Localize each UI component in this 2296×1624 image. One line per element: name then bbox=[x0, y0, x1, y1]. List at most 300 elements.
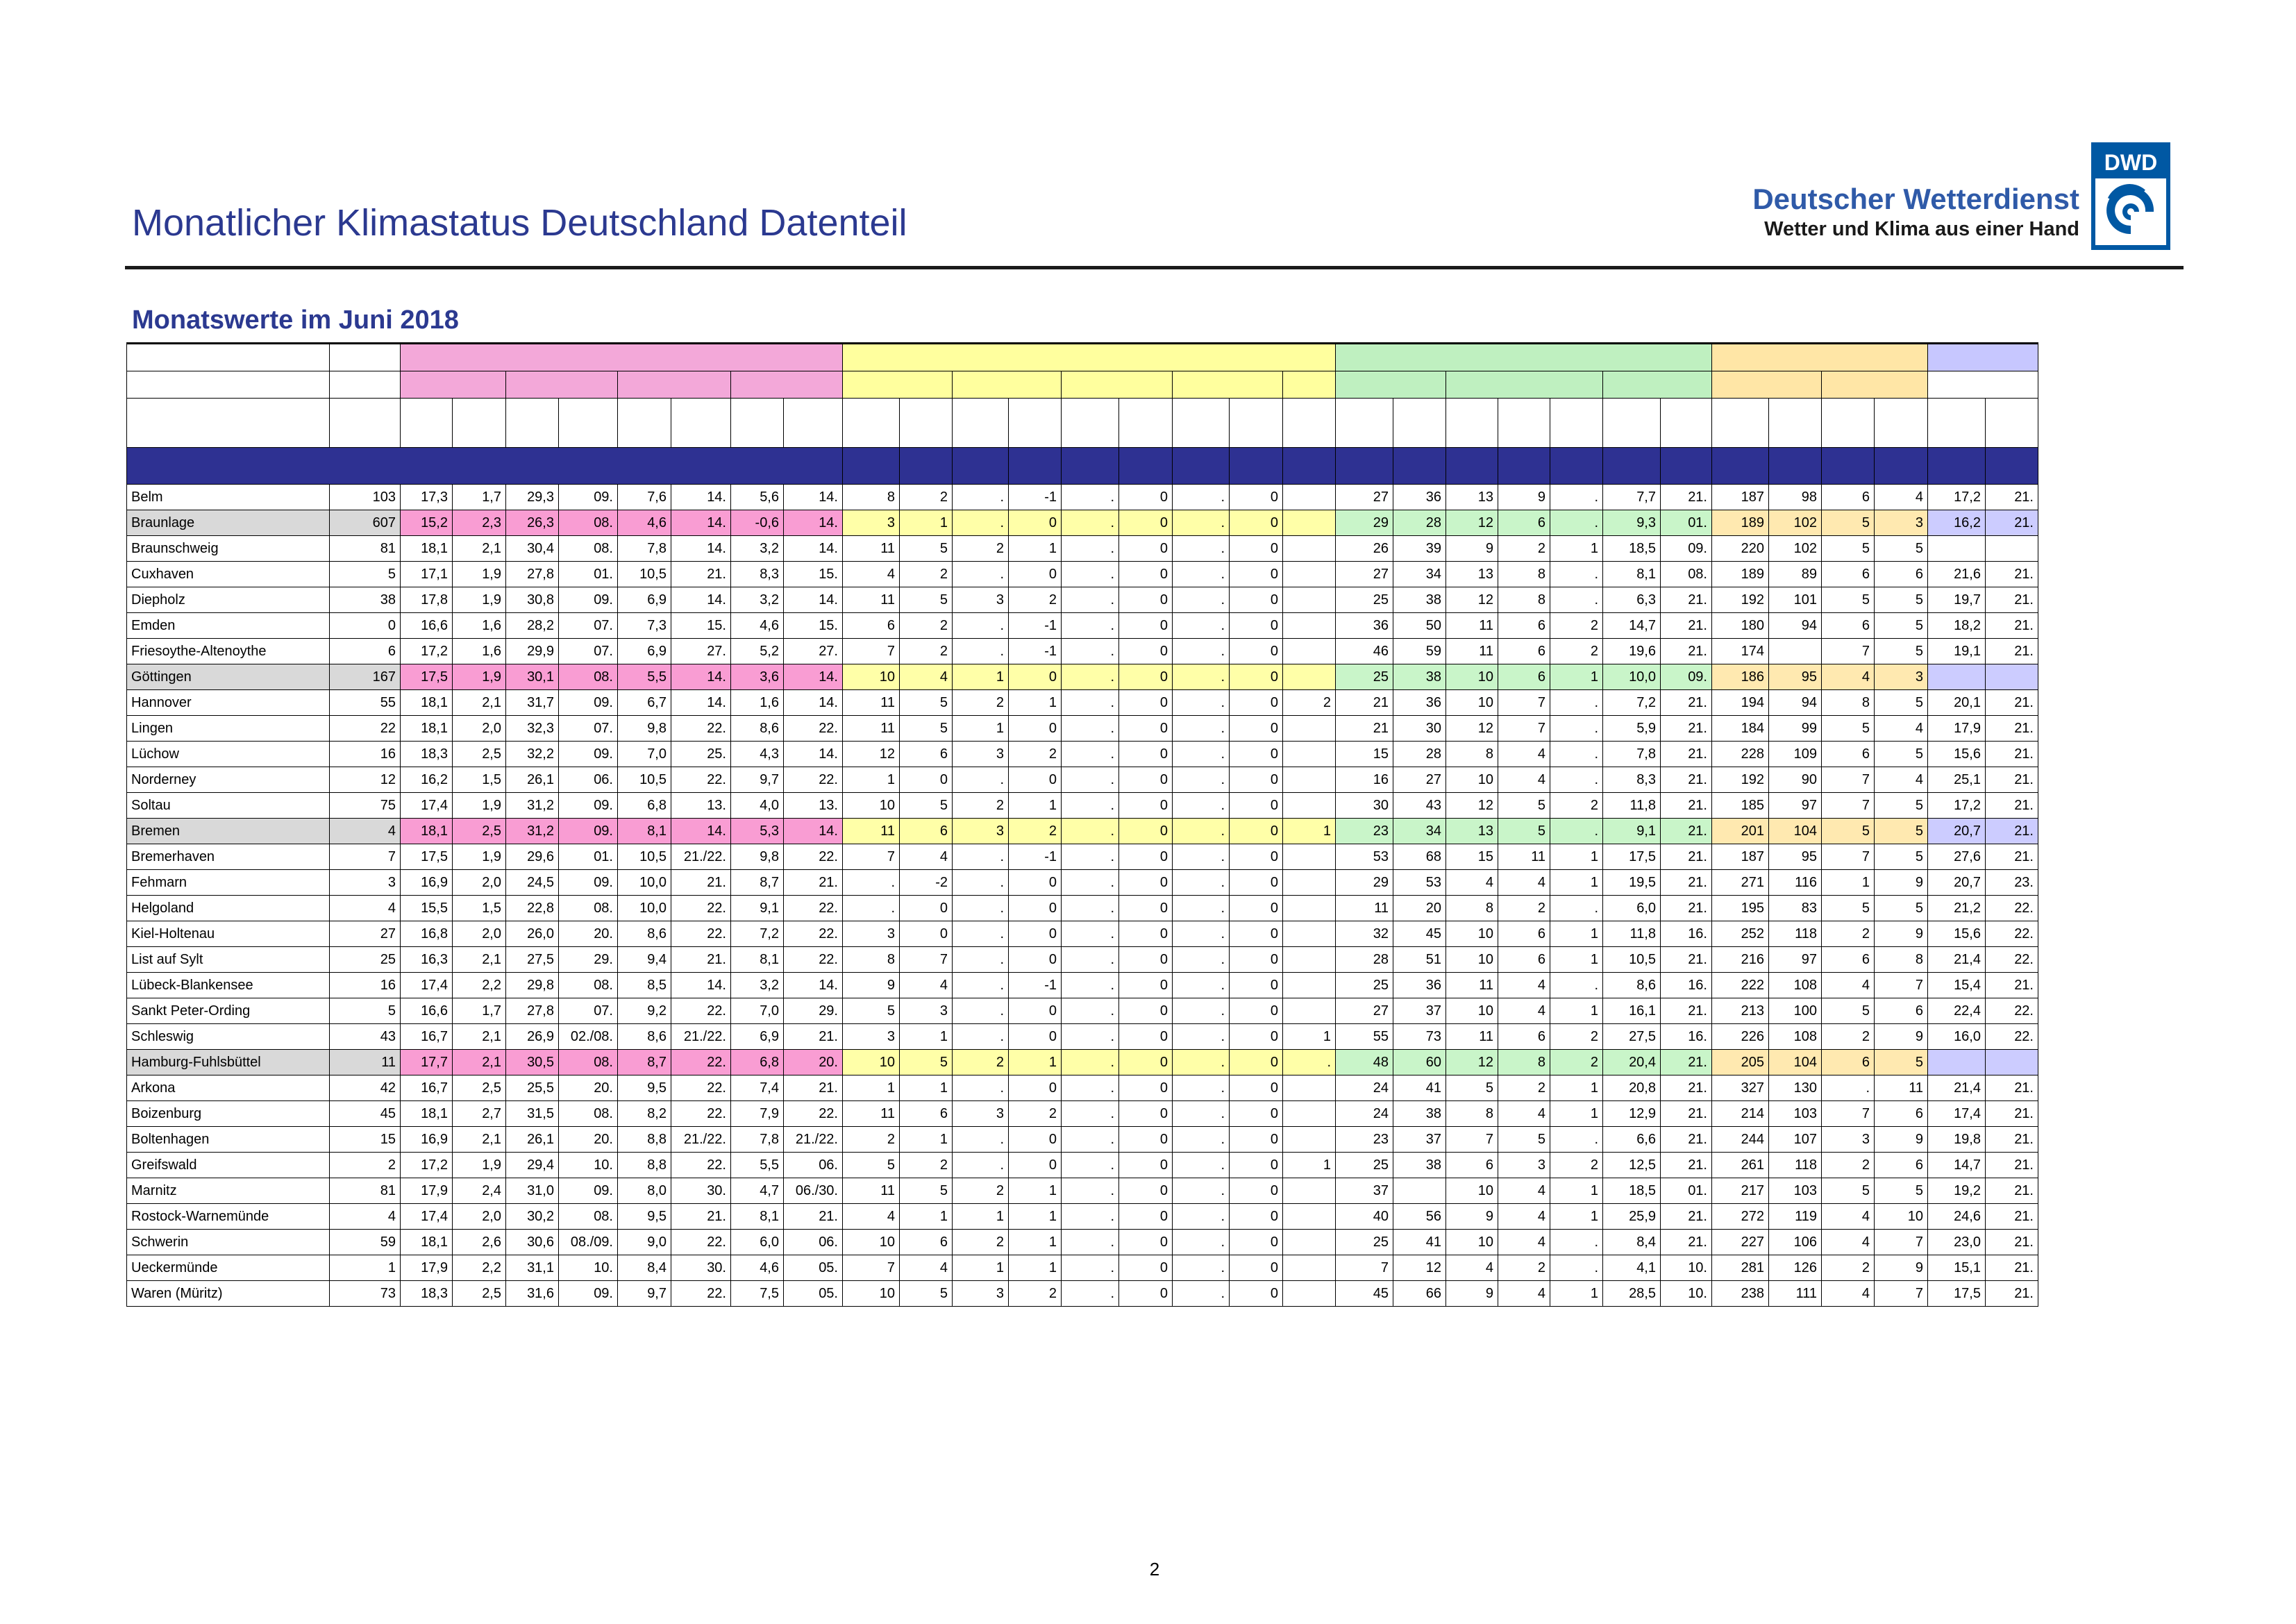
table-cell bbox=[1283, 485, 1336, 510]
table-cell: 0 bbox=[1230, 1101, 1283, 1127]
table-cell: 0 bbox=[1009, 664, 1062, 690]
climate-table-container bbox=[126, 342, 2038, 1307]
table-cell: 2 bbox=[953, 793, 1009, 819]
table-cell: . bbox=[1822, 1075, 1875, 1101]
table-cell: 1 bbox=[1550, 664, 1603, 690]
table-cell: 17,9 bbox=[1928, 716, 1986, 742]
station-name: Hamburg-Fuhlsbüttel bbox=[127, 1050, 330, 1075]
table-cell: 14. bbox=[784, 690, 843, 716]
table-cell: 5 bbox=[330, 562, 401, 587]
table-cell: 7 bbox=[1822, 767, 1875, 793]
table-cell: . bbox=[1062, 1153, 1119, 1178]
table-cell: 4 bbox=[1498, 973, 1550, 998]
header-subgroup bbox=[1822, 371, 1928, 399]
table-cell: . bbox=[1062, 587, 1119, 613]
table-row bbox=[127, 690, 2038, 716]
station-name: Boltenhagen bbox=[127, 1127, 330, 1153]
table-cell: 14. bbox=[784, 485, 843, 510]
table-cell: 20,8 bbox=[1603, 1075, 1661, 1101]
table-cell: 8,4 bbox=[1603, 1230, 1661, 1255]
table-cell: 21. bbox=[1986, 613, 2038, 639]
table-cell: . bbox=[1173, 921, 1230, 947]
table-cell: 10,5 bbox=[618, 844, 671, 870]
table-cell: 6,9 bbox=[618, 639, 671, 664]
table-cell: 21. bbox=[1986, 1281, 2038, 1307]
table-cell: 0 bbox=[1009, 767, 1062, 793]
table-cell: 0 bbox=[330, 613, 401, 639]
table-cell: 2,7 bbox=[453, 1101, 506, 1127]
table-cell: 0 bbox=[1230, 485, 1283, 510]
table-cell: 2 bbox=[1498, 1075, 1550, 1101]
table-cell: 2,0 bbox=[453, 870, 506, 896]
table-cell: 1 bbox=[1550, 1101, 1603, 1127]
table-cell: 2,1 bbox=[453, 1050, 506, 1075]
table-cell bbox=[1283, 998, 1336, 1024]
table-cell: 37 bbox=[1393, 1127, 1446, 1153]
table-cell: 21. bbox=[1661, 690, 1712, 716]
table-cell: 08. bbox=[1661, 562, 1712, 587]
table-cell: 7 bbox=[843, 844, 900, 870]
table-cell: 8,8 bbox=[618, 1127, 671, 1153]
header-unit bbox=[1769, 399, 1822, 448]
table-cell: . bbox=[1173, 587, 1230, 613]
header-rule bbox=[125, 266, 2184, 269]
table-cell: 22. bbox=[671, 1050, 731, 1075]
table-cell: 5,3 bbox=[731, 819, 784, 844]
table-cell: 7 bbox=[330, 844, 401, 870]
table-cell: 26,3 bbox=[506, 510, 559, 536]
table-cell: . bbox=[1062, 1281, 1119, 1307]
table-cell: . bbox=[1173, 896, 1230, 921]
table-cell: 4 bbox=[1498, 742, 1550, 767]
table-cell: 21. bbox=[1661, 639, 1712, 664]
table-cell: 1 bbox=[900, 510, 953, 536]
table-cell: 16,7 bbox=[401, 1075, 453, 1101]
table-cell: 97 bbox=[1769, 947, 1822, 973]
region-fill bbox=[1119, 448, 1173, 485]
station-name: Belm bbox=[127, 485, 330, 510]
table-cell bbox=[1283, 947, 1336, 973]
table-cell: 28 bbox=[1393, 742, 1446, 767]
table-cell: 5 bbox=[900, 536, 953, 562]
table-cell: 25 bbox=[1336, 1230, 1393, 1255]
table-cell: 9,3 bbox=[1603, 510, 1661, 536]
table-row bbox=[127, 844, 2038, 870]
table-cell: 126 bbox=[1769, 1255, 1822, 1281]
table-cell bbox=[1283, 921, 1336, 947]
table-cell: . bbox=[1173, 1127, 1230, 1153]
table-cell: 36 bbox=[1393, 973, 1446, 998]
table-cell: 89 bbox=[1769, 562, 1822, 587]
station-name: Ueckermünde bbox=[127, 1255, 330, 1281]
table-cell: 4 bbox=[1875, 485, 1928, 510]
header-unit bbox=[900, 399, 953, 448]
table-cell: 22. bbox=[671, 998, 731, 1024]
table-cell: 5 bbox=[1875, 896, 1928, 921]
page-number: 2 bbox=[1149, 1559, 1160, 1580]
table-cell: 17,9 bbox=[401, 1178, 453, 1204]
table-cell: 1,5 bbox=[453, 896, 506, 921]
table-cell: 0 bbox=[1119, 947, 1173, 973]
table-cell: 4 bbox=[1498, 1101, 1550, 1127]
table-cell: 2,5 bbox=[453, 1281, 506, 1307]
table-cell: 2,1 bbox=[453, 1024, 506, 1050]
table-row bbox=[127, 1101, 2038, 1127]
table-cell: 7 bbox=[1822, 639, 1875, 664]
table-cell: 2 bbox=[1009, 1281, 1062, 1307]
table-cell: 9,0 bbox=[618, 1230, 671, 1255]
header-subgroup bbox=[1336, 371, 1446, 399]
table-cell: 45 bbox=[1393, 921, 1446, 947]
table-cell: . bbox=[953, 1127, 1009, 1153]
table-cell bbox=[1283, 510, 1336, 536]
header-subgroup bbox=[953, 371, 1062, 399]
table-cell: . bbox=[1062, 742, 1119, 767]
table-cell: 17,2 bbox=[1928, 793, 1986, 819]
table-cell: 16,2 bbox=[1928, 510, 1986, 536]
table-cell: 0 bbox=[1119, 793, 1173, 819]
table-cell: 0 bbox=[1119, 536, 1173, 562]
table-cell: 2 bbox=[1009, 742, 1062, 767]
table-cell: 27,8 bbox=[506, 998, 559, 1024]
table-cell: 21. bbox=[1661, 716, 1712, 742]
table-cell: . bbox=[953, 973, 1009, 998]
table-cell: 109 bbox=[1769, 742, 1822, 767]
table-cell: 21. bbox=[1986, 485, 2038, 510]
table-cell: . bbox=[1062, 1075, 1119, 1101]
region-fill bbox=[1822, 448, 1875, 485]
table-cell: . bbox=[1062, 767, 1119, 793]
table-cell: 4 bbox=[900, 664, 953, 690]
table-cell: 73 bbox=[330, 1281, 401, 1307]
table-cell: 21. bbox=[1986, 1230, 2038, 1255]
table-cell: 22. bbox=[671, 1230, 731, 1255]
table-cell: 6 bbox=[1875, 1101, 1928, 1127]
region-fill bbox=[1230, 448, 1283, 485]
station-name: Braunlage bbox=[127, 510, 330, 536]
table-cell: 14. bbox=[784, 742, 843, 767]
table-cell: 2 bbox=[1498, 536, 1550, 562]
table-cell: . bbox=[1062, 1024, 1119, 1050]
table-cell: 9,7 bbox=[618, 1281, 671, 1307]
table-cell: 25. bbox=[671, 742, 731, 767]
table-cell: 4 bbox=[1498, 1178, 1550, 1204]
region-fill bbox=[1498, 448, 1550, 485]
table-cell: 15,6 bbox=[1928, 742, 1986, 767]
table-cell: 7 bbox=[1875, 973, 1928, 998]
table-cell: 13. bbox=[784, 793, 843, 819]
table-cell: 21. bbox=[784, 870, 843, 896]
table-cell: . bbox=[953, 921, 1009, 947]
table-cell: 10 bbox=[843, 793, 900, 819]
table-cell: . bbox=[1062, 1178, 1119, 1204]
table-cell: -1 bbox=[1009, 613, 1062, 639]
table-cell: 0 bbox=[1230, 1230, 1283, 1255]
table-cell: 11 bbox=[843, 1101, 900, 1127]
table-cell: 17,5 bbox=[1603, 844, 1661, 870]
table-cell: 14. bbox=[671, 973, 731, 998]
table-cell: 17,4 bbox=[401, 973, 453, 998]
table-cell: 2 bbox=[1550, 639, 1603, 664]
table-cell: 55 bbox=[1336, 1024, 1393, 1050]
header-subgroup bbox=[1446, 371, 1603, 399]
table-cell: 7,6 bbox=[618, 485, 671, 510]
table-cell: 244 bbox=[1712, 1127, 1769, 1153]
table-cell: 29,8 bbox=[506, 973, 559, 998]
table-cell: 10 bbox=[1875, 1204, 1928, 1230]
region-fill bbox=[1769, 448, 1822, 485]
header-unit bbox=[731, 399, 784, 448]
table-cell: 16,2 bbox=[401, 767, 453, 793]
table-cell: 2 bbox=[1009, 819, 1062, 844]
table-cell bbox=[1283, 844, 1336, 870]
table-cell: 38 bbox=[1393, 664, 1446, 690]
table-cell: 5 bbox=[900, 1178, 953, 1204]
table-cell: 21./22. bbox=[671, 1127, 731, 1153]
table-cell: 19,7 bbox=[1928, 587, 1986, 613]
table-cell: 1 bbox=[1009, 1255, 1062, 1281]
station-name: Schwerin bbox=[127, 1230, 330, 1255]
table-row bbox=[127, 1230, 2038, 1255]
table-cell: 0 bbox=[1230, 716, 1283, 742]
table-cell: 4 bbox=[1875, 767, 1928, 793]
table-cell: 8,3 bbox=[731, 562, 784, 587]
table-cell: 9,5 bbox=[618, 1204, 671, 1230]
table-cell: . bbox=[843, 870, 900, 896]
table-cell: 2 bbox=[843, 1127, 900, 1153]
header-unit bbox=[1230, 399, 1283, 448]
table-cell: . bbox=[1550, 767, 1603, 793]
table-cell: 22. bbox=[1986, 896, 2038, 921]
table-cell: 272 bbox=[1712, 1204, 1769, 1230]
header-blank bbox=[127, 344, 330, 371]
table-cell bbox=[1769, 639, 1822, 664]
table-cell: 5,6 bbox=[731, 485, 784, 510]
table-cell: 16,7 bbox=[401, 1024, 453, 1050]
table-cell: . bbox=[953, 844, 1009, 870]
table-cell: 5 bbox=[1875, 844, 1928, 870]
table-cell: 21,2 bbox=[1928, 896, 1986, 921]
table-cell: 1,9 bbox=[453, 664, 506, 690]
table-cell: 14. bbox=[784, 536, 843, 562]
header-subgroup bbox=[1173, 371, 1283, 399]
table-cell: 27 bbox=[1336, 562, 1393, 587]
table-cell: 21. bbox=[1661, 767, 1712, 793]
table-cell: 15. bbox=[784, 562, 843, 587]
table-cell: 37 bbox=[1336, 1178, 1393, 1204]
table-cell: 10. bbox=[559, 1153, 618, 1178]
table-cell: 7 bbox=[1498, 690, 1550, 716]
table-cell: 22. bbox=[671, 767, 731, 793]
table-cell: 2 bbox=[1550, 613, 1603, 639]
table-cell: 0 bbox=[1230, 1075, 1283, 1101]
table-cell: . bbox=[1173, 613, 1230, 639]
table-cell: . bbox=[1173, 793, 1230, 819]
table-cell: 3 bbox=[900, 998, 953, 1024]
region-fill bbox=[843, 448, 900, 485]
table-cell: 2,5 bbox=[453, 742, 506, 767]
table-cell: 2 bbox=[953, 690, 1009, 716]
table-cell: 21. bbox=[1986, 716, 2038, 742]
table-cell: 3,6 bbox=[731, 664, 784, 690]
table-cell: 2 bbox=[1550, 1024, 1603, 1050]
table-cell: 607 bbox=[330, 510, 401, 536]
table-cell: 20. bbox=[784, 1050, 843, 1075]
table-cell: 10,0 bbox=[618, 870, 671, 896]
table-cell: 2 bbox=[900, 1153, 953, 1178]
table-cell: 25,1 bbox=[1928, 767, 1986, 793]
table-cell: 22. bbox=[784, 767, 843, 793]
table-cell: 41 bbox=[1393, 1230, 1446, 1255]
table-cell: 30. bbox=[671, 1255, 731, 1281]
header-units-row bbox=[127, 399, 2038, 448]
table-cell: 0 bbox=[1230, 1255, 1283, 1281]
table-cell: 17,5 bbox=[401, 664, 453, 690]
table-cell: 1,6 bbox=[453, 613, 506, 639]
table-cell: . bbox=[1173, 1255, 1230, 1281]
table-cell: 6 bbox=[330, 639, 401, 664]
table-cell: 8,1 bbox=[731, 1204, 784, 1230]
header-unit bbox=[1928, 399, 1986, 448]
table-cell: 18,1 bbox=[401, 690, 453, 716]
table-cell: 21./22. bbox=[671, 844, 731, 870]
table-cell: 08. bbox=[559, 973, 618, 998]
table-cell: 2,5 bbox=[453, 1075, 506, 1101]
table-cell: 22. bbox=[671, 716, 731, 742]
table-cell: 17,7 bbox=[401, 1050, 453, 1075]
table-cell: 8 bbox=[1822, 690, 1875, 716]
table-cell: 21. bbox=[1986, 1153, 2038, 1178]
table-cell: . bbox=[1550, 716, 1603, 742]
table-cell: 2,6 bbox=[453, 1230, 506, 1255]
table-row bbox=[127, 947, 2038, 973]
table-cell: . bbox=[1173, 1230, 1230, 1255]
table-cell: 7,8 bbox=[731, 1127, 784, 1153]
table-cell: 5 bbox=[1875, 536, 1928, 562]
table-cell: 16,1 bbox=[1603, 998, 1661, 1024]
table-cell: 27,6 bbox=[1928, 844, 1986, 870]
table-cell: . bbox=[1550, 973, 1603, 998]
table-cell: 15,6 bbox=[1928, 921, 1986, 947]
table-cell: 2,2 bbox=[453, 973, 506, 998]
table-cell: -1 bbox=[1009, 485, 1062, 510]
region-label bbox=[127, 448, 843, 485]
table-cell: 14. bbox=[671, 536, 731, 562]
header-subgroup bbox=[618, 371, 731, 399]
table-cell: 10,0 bbox=[618, 896, 671, 921]
table-cell: 9 bbox=[1875, 1255, 1928, 1281]
table-cell: 17,1 bbox=[401, 562, 453, 587]
table-cell: 21. bbox=[1661, 870, 1712, 896]
station-name: Greifswald bbox=[127, 1153, 330, 1178]
table-cell: 4 bbox=[1446, 1255, 1498, 1281]
station-name: Boizenburg bbox=[127, 1101, 330, 1127]
table-cell: 1 bbox=[1550, 536, 1603, 562]
table-cell: 0 bbox=[1119, 716, 1173, 742]
table-cell: 21. bbox=[1661, 1230, 1712, 1255]
table-cell: -1 bbox=[1009, 844, 1062, 870]
table-cell: 31,1 bbox=[506, 1255, 559, 1281]
table-cell: 20. bbox=[559, 1127, 618, 1153]
table-cell: 22. bbox=[671, 896, 731, 921]
station-name: Diepholz bbox=[127, 587, 330, 613]
table-cell: 18,5 bbox=[1603, 1178, 1661, 1204]
table-cell: 09. bbox=[559, 587, 618, 613]
table-cell: 3 bbox=[1875, 664, 1928, 690]
table-cell: 0 bbox=[1230, 510, 1283, 536]
table-cell: . bbox=[1173, 562, 1230, 587]
table-cell: 06./30. bbox=[784, 1178, 843, 1204]
table-cell: 0 bbox=[1119, 1127, 1173, 1153]
table-cell: 21. bbox=[1986, 1178, 2038, 1204]
table-cell: 07. bbox=[559, 613, 618, 639]
table-cell: 5,2 bbox=[731, 639, 784, 664]
table-cell: 21. bbox=[1661, 793, 1712, 819]
table-cell: 11 bbox=[843, 1178, 900, 1204]
table-row bbox=[127, 1127, 2038, 1153]
table-cell: 22 bbox=[330, 716, 401, 742]
table-row bbox=[127, 1050, 2038, 1075]
table-cell: . bbox=[1550, 742, 1603, 767]
table-cell: . bbox=[953, 767, 1009, 793]
table-cell: 0 bbox=[1119, 896, 1173, 921]
table-cell: 1 bbox=[1550, 844, 1603, 870]
dwd-emblem bbox=[2091, 142, 2170, 250]
table-cell: 4 bbox=[1498, 998, 1550, 1024]
table-row bbox=[127, 742, 2038, 767]
table-cell: 1 bbox=[1550, 921, 1603, 947]
table-cell: 31,2 bbox=[506, 793, 559, 819]
table-cell: 111 bbox=[1769, 1281, 1822, 1307]
table-cell: 1,9 bbox=[453, 793, 506, 819]
table-cell: 16,3 bbox=[401, 947, 453, 973]
table-cell: 21. bbox=[1661, 587, 1712, 613]
table-cell: 6,8 bbox=[618, 793, 671, 819]
table-cell: -0,6 bbox=[731, 510, 784, 536]
table-cell: 21. bbox=[1661, 485, 1712, 510]
table-cell: . bbox=[1173, 844, 1230, 870]
table-cell: . bbox=[1550, 819, 1603, 844]
table-cell: 2 bbox=[1822, 1024, 1875, 1050]
table-cell: 7 bbox=[1822, 844, 1875, 870]
station-name: Emden bbox=[127, 613, 330, 639]
table-cell: 7,0 bbox=[731, 998, 784, 1024]
table-row bbox=[127, 1281, 2038, 1307]
table-cell: 21. bbox=[1661, 1050, 1712, 1075]
table-cell: 6 bbox=[1822, 1050, 1875, 1075]
table-cell: 0 bbox=[1119, 639, 1173, 664]
table-cell: 189 bbox=[1712, 510, 1769, 536]
table-cell: 0 bbox=[1230, 613, 1283, 639]
table-cell: 10 bbox=[1446, 1230, 1498, 1255]
table-cell: . bbox=[1062, 536, 1119, 562]
table-cell: . bbox=[1062, 1204, 1119, 1230]
table-cell: 19,1 bbox=[1928, 639, 1986, 664]
table-cell: 7,8 bbox=[1603, 742, 1661, 767]
table-cell: 21. bbox=[1986, 767, 2038, 793]
table-cell: 27 bbox=[1336, 485, 1393, 510]
table-cell: 6 bbox=[1822, 562, 1875, 587]
table-cell: 22. bbox=[671, 1153, 731, 1178]
region-fill bbox=[1393, 448, 1446, 485]
table-cell: 30,5 bbox=[506, 1050, 559, 1075]
table-cell: 22. bbox=[1986, 947, 2038, 973]
table-cell: 21. bbox=[1986, 1127, 2038, 1153]
table-cell bbox=[1283, 1075, 1336, 1101]
station-name: Rostock-Warnemünde bbox=[127, 1204, 330, 1230]
table-cell: 103 bbox=[1769, 1178, 1822, 1204]
table-cell: 14. bbox=[784, 664, 843, 690]
